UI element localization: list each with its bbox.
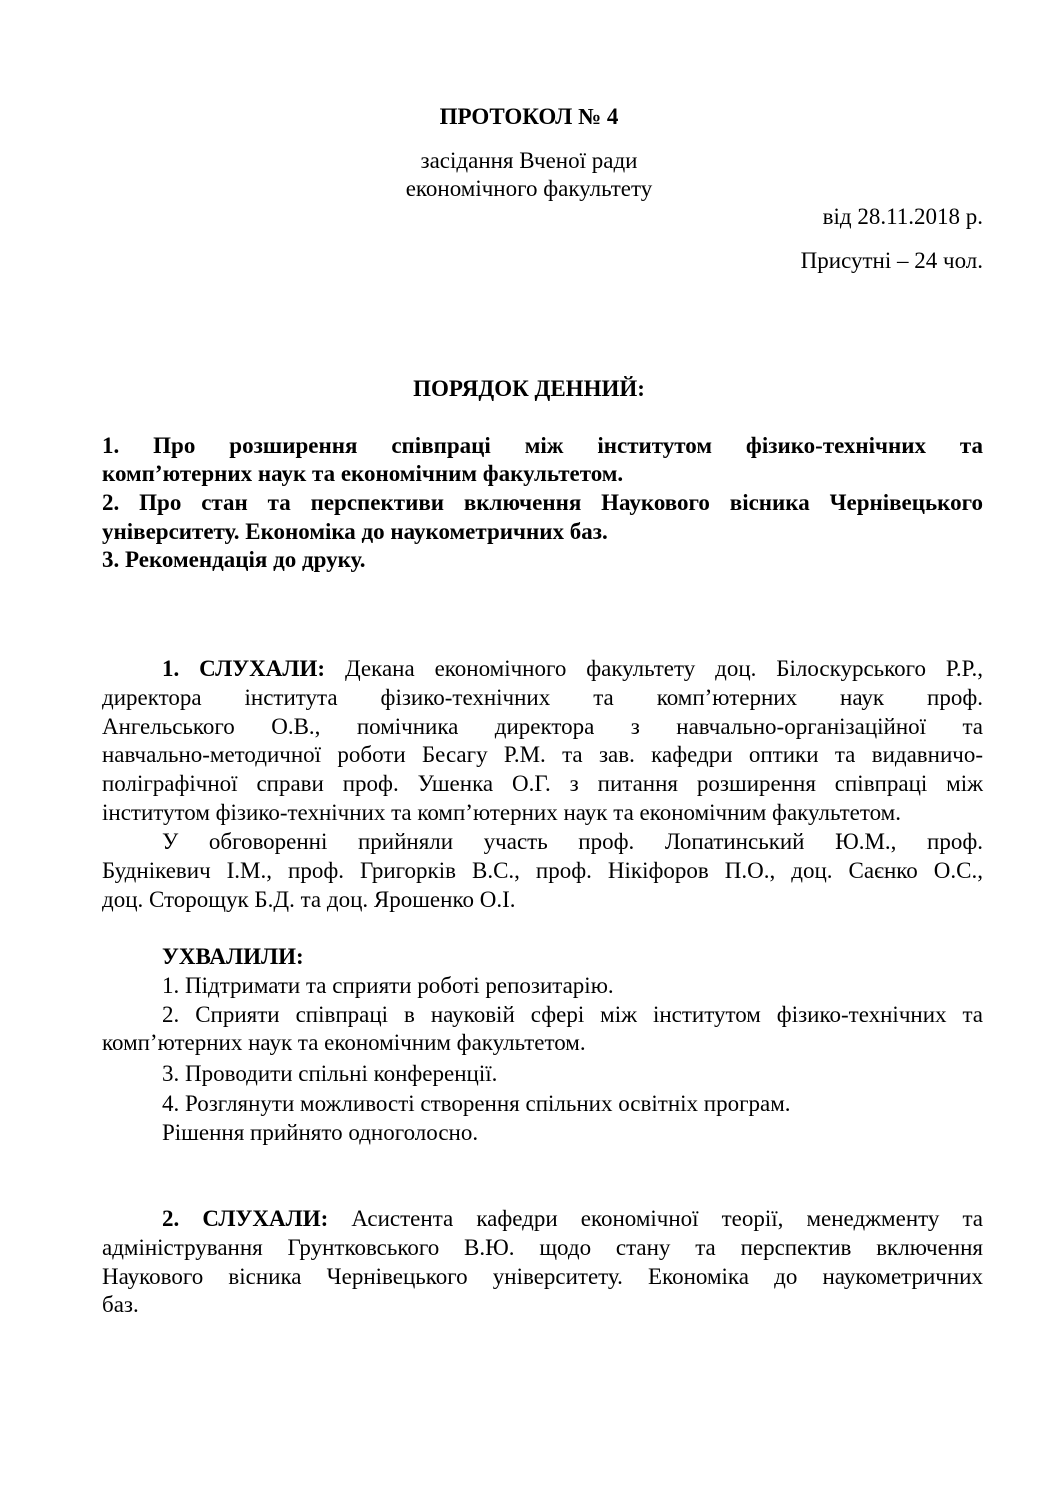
decision-result: Рішення прийнято одноголосно.	[162, 1120, 479, 1145]
section1-line-6: інститутом фізико-технічних та комп’ютерних наук та економічним факультетом.	[102, 800, 901, 825]
section2-label: 2. СЛУХАЛИ:	[162, 1206, 329, 1231]
section1-line-3: Ангельського О.В., помічника директора з навчально-організаційної та	[102, 714, 983, 739]
section2-line-1-text: Асистента кафедри економічної теорії, менеджменту та	[328, 1206, 983, 1231]
discussion-line-2: Буднікевич І.М., проф. Григорків В.С., проф. Нікіфоров П.О., доц. Саєнко О.С.,	[102, 858, 983, 883]
agenda-item-2-line-1: 2. Про стан та перспективи включення Наукового вісника Чернівецького	[102, 490, 983, 515]
section1-line-1-text: Декана економічного факультету доц. Білоскурського Р.Р.,	[325, 656, 983, 681]
section2-line-2: адміністрування Грунтковського В.Ю. щодо стану та перспектив включення	[102, 1235, 983, 1260]
agenda-item-1-line-2: комп’ютерних наук та економічним факультетом.	[102, 461, 624, 486]
section2-line-3: Наукового вісника Чернівецького університету. Економіка до наукометричних	[102, 1264, 983, 1289]
section1-line-4: навчально-методичної роботи Бесагу Р.М. та зав. кафедри оптики та видавничо-	[102, 742, 983, 767]
section1-line-2: директора інститута фізико-технічних та комп’ютерних наук проф.	[102, 685, 983, 710]
agenda-item-3: 3. Рекомендація до друку.	[102, 547, 366, 572]
section1-line-5: поліграфічної справи проф. Ушенка О.Г. з питання розширення співпраці між	[102, 771, 983, 796]
subtitle-council: засідання Вченої ради	[420, 148, 638, 173]
section2-line-4: баз.	[102, 1292, 139, 1317]
decision-4: 4. Розглянути можливості створення спільних освітніх програм.	[162, 1091, 791, 1116]
section1-label: 1. СЛУХАЛИ:	[162, 656, 326, 681]
protocol-title: ПРОТОКОЛ № 4	[439, 104, 619, 129]
decided-label: УХВАЛИЛИ:	[162, 944, 304, 969]
present-count: Присутні – 24 чол.	[800, 248, 983, 273]
section2-line-1	[162, 1206, 983, 1232]
agenda-item-2-line-2: університету. Економіка до наукометричних баз.	[102, 519, 608, 544]
decision-2-line-1: 2. Сприяти співпраці в науковій сфері між інститутом фізико-технічних та	[162, 1002, 983, 1027]
decision-2-line-2: комп’ютерних наук та економічним факультетом.	[102, 1030, 586, 1055]
subtitle-faculty: економічного факультету	[405, 176, 653, 201]
agenda-item-1-line-1: 1. Про розширення співпраці між інститутом фізико-технічних та	[102, 433, 983, 458]
discussion-line-1: У обговоренні прийняли участь проф. Лопатинський Ю.М., проф.	[162, 829, 983, 854]
decision-1: 1. Підтримати та сприяти роботі репозитарію.	[162, 973, 614, 998]
discussion-line-3: доц. Сторощук Б.Д. та доц. Ярошенко О.І.	[102, 887, 516, 912]
agenda-heading: ПОРЯДОК ДЕННИЙ:	[413, 376, 645, 401]
section1-line-1	[162, 656, 983, 682]
decision-3: 3. Проводити спільні конференції.	[162, 1061, 498, 1086]
document-date: від 28.11.2018 р.	[822, 204, 983, 229]
